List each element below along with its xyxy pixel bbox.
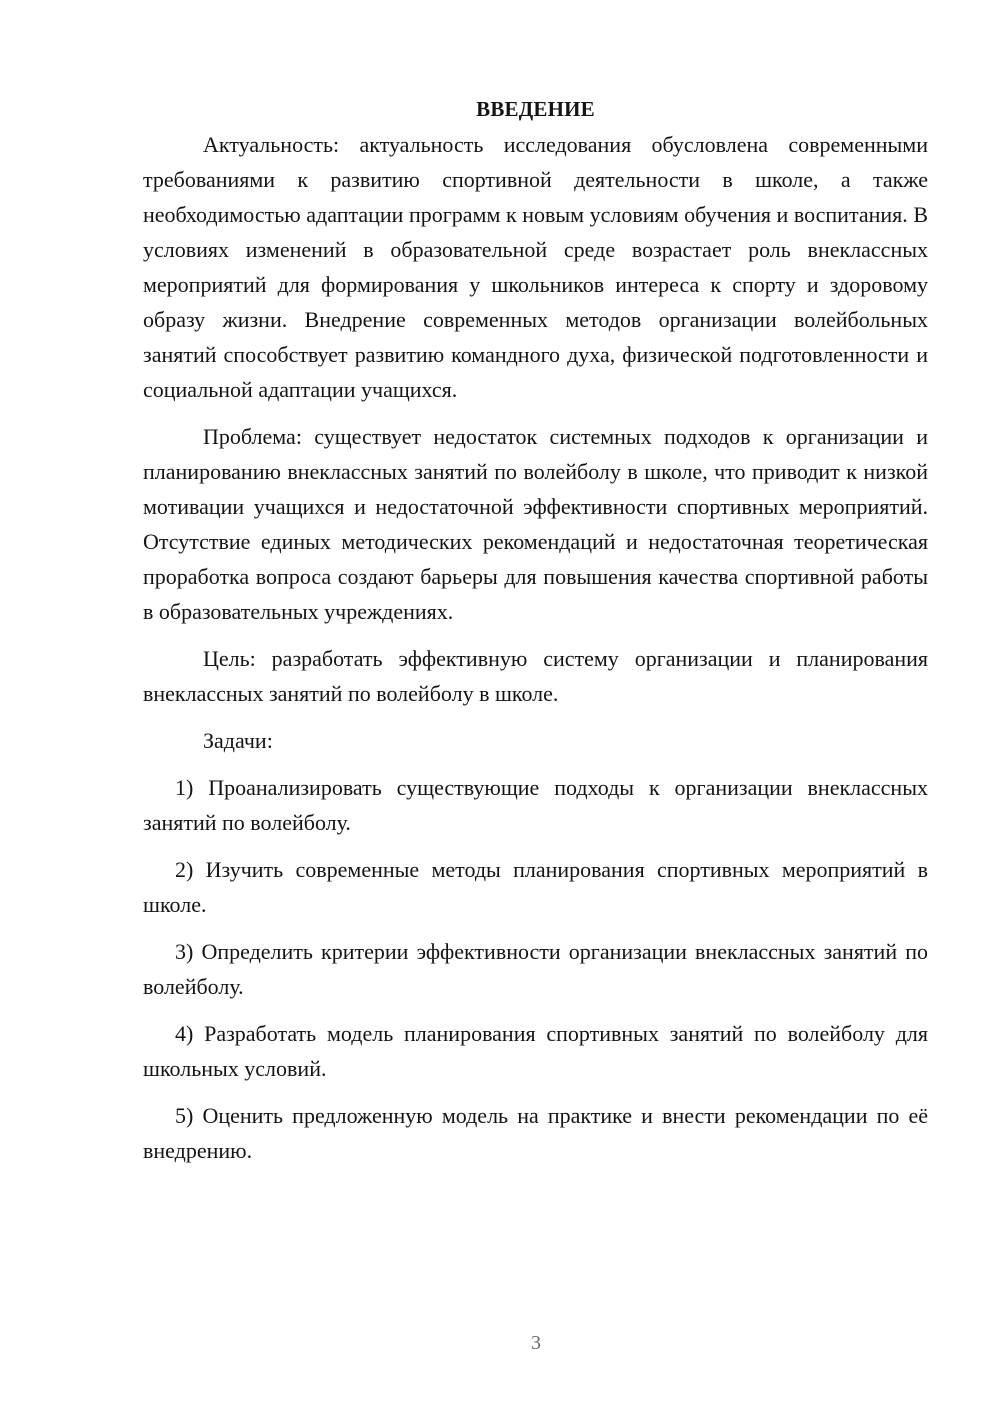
section-heading: ВВЕДЕНИЕ <box>476 97 595 121</box>
page-number: 3 <box>531 1332 541 1354</box>
task-item-5: 5) Оценить предложенную модель на практике и внести рекомендации по её внедрению. <box>143 1103 928 1163</box>
task-item-3: 3) Определить критерии эффективности организации внеклассных занятий по волейболу. <box>143 939 928 999</box>
task-item-4: 4) Разработать модель планирования спортивных занятий по волейболу для школьных условий. <box>143 1021 928 1081</box>
tasks-label: Задачи: <box>203 728 273 753</box>
paragraph-goal: Цель: разработать эффективную систему организации и планирования внеклассных занятий по волейболу в школе. <box>143 646 928 706</box>
paragraph-problem: Проблема: существует недостаток системных подходов к организации и планированию внеклассных занятий по волейболу в школе, что приводит к низкой мотивации учащихся и недостаточной эффективности спортивных мероприятий. Отсутствие единых методических рекомендаций и недостаточная теоретическая проработка вопроса создают барьеры для повышения качества спортивной работы в образовательных учреждениях. <box>143 424 928 624</box>
paragraph-relevance: Актуальность: актуальность исследования обусловлена современными требованиями к развитию спортивной деятельности в школе, а также необходимостью адаптации программ к новым условиям обучения и воспитания. В условиях изменений в образовательной среде возрастает роль внеклассных мероприятий для формирования у школьников интереса к спорту и здоровому образу жизни. Внедрение современных методов организации волейбольных занятий способствует развитию командного духа, физической подготовленности и социальной адаптации учащихся. <box>143 132 928 402</box>
task-item-1: 1) Проанализировать существующие подходы к организации внеклассных занятий по волейболу. <box>143 775 928 835</box>
task-item-2: 2) Изучить современные методы планирования спортивных мероприятий в школе. <box>143 857 928 917</box>
document-page <box>143 92 928 1168</box>
